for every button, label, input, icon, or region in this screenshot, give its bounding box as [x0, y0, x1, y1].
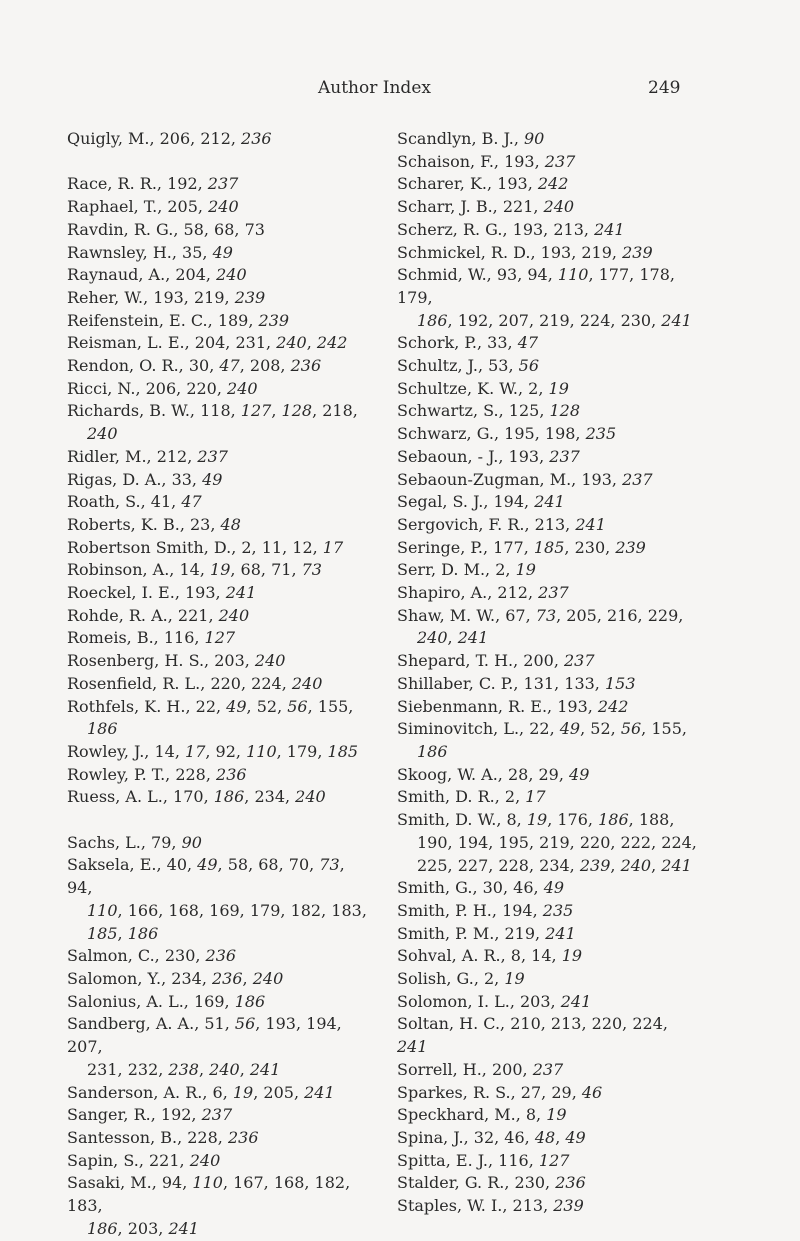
index-entry: [397, 128, 697, 151]
index-entry: [397, 1104, 697, 1127]
index-entry: [67, 696, 367, 741]
index-entry-line: Quigly, M., 206, 212, 236: [67, 129, 272, 148]
index-column-left: [67, 128, 367, 1240]
index-entry: [67, 287, 367, 310]
index-entry-line: Smith, P. H., 194, 235: [397, 900, 574, 920]
index-entry-continuation: 186, 192, 207, 219, 224, 230, 241: [417, 310, 692, 330]
index-entry-line: Ridler, M., 212, 237: [67, 446, 228, 466]
index-entry-line: Reher, W., 193, 219, 239: [67, 287, 266, 307]
index-entry-line: Sebaoun-Zugman, M., 193, 237: [397, 469, 653, 489]
index-entry: [67, 1104, 367, 1127]
index-entry: [397, 1013, 697, 1058]
index-entry: [397, 537, 697, 560]
index-entry-line: Rowley, P. T., 228, 236: [67, 764, 247, 784]
index-entry-line: Reifenstein, E. C., 189, 239: [67, 310, 290, 330]
index-entry: [67, 1150, 367, 1173]
index-entry-line: Sorrell, H., 200, 237: [397, 1059, 564, 1079]
index-entry: [397, 582, 697, 605]
index-entry-line: Scharer, K., 193, 242: [397, 174, 569, 194]
index-entry: [67, 786, 367, 809]
index-entry-line: Schmid, W., 93, 94, 110, 177, 178, 179,: [397, 265, 675, 307]
index-entry: [397, 673, 697, 696]
index-entry-line: Salmon, C., 230, 236: [67, 946, 237, 966]
index-entry: [397, 764, 697, 787]
index-entry-line: Salonius, A. L., 169, 186: [67, 991, 266, 1011]
index-entry: [397, 968, 697, 991]
index-entry: [397, 1127, 697, 1150]
index-entry-line: Sohval, A. R., 8, 14, 19: [397, 946, 583, 966]
index-entry: [67, 605, 367, 628]
index-entry: [67, 1013, 367, 1081]
index-entry: [67, 854, 367, 945]
index-entry: [397, 469, 697, 492]
index-entry-continuation: 225, 227, 228, 234, 239, 240, 241: [417, 855, 692, 875]
index-entry: [67, 355, 367, 378]
index-entry: [397, 242, 697, 265]
index-entry: [397, 491, 697, 514]
index-entry-line: Rendon, O. R., 30, 47, 208, 236: [67, 356, 322, 376]
index-entry-line: Romeis, B., 116, 127: [67, 628, 236, 648]
index-entry-continuation: 186: [87, 719, 118, 739]
index-entry: [397, 1172, 697, 1195]
index-entry-line: Roeckel, I. E., 193, 241: [67, 583, 257, 603]
index-entry-line: Serr, D. M., 2, 19: [397, 560, 536, 580]
index-entry-line: Schmickel, R. D., 193, 219, 239: [397, 242, 653, 262]
index-entry-line: Rowley, J., 14, 17, 92, 110, 179, 185: [67, 741, 359, 761]
index-entry-continuation: 240: [87, 424, 118, 444]
index-entry: [67, 1082, 367, 1105]
index-entry-line: Staples, W. I., 213, 239: [397, 1196, 584, 1216]
index-entry: [397, 423, 697, 446]
index-entry-line: Solomon, I. L., 203, 241: [397, 991, 592, 1011]
index-entry: [397, 1082, 697, 1105]
index-entry-line: Richards, B. W., 118, 127, 128, 218,: [67, 401, 358, 421]
index-entry-line: Saksela, E., 40, 49, 58, 68, 70, 73, 94,: [67, 855, 345, 898]
index-entry: [67, 378, 367, 401]
index-entry-line: Sachs, L., 79, 90: [67, 832, 202, 852]
index-entry: [397, 400, 697, 423]
index-entry-line: Sebaoun, - J., 193, 237: [397, 446, 580, 466]
index-entry-continuation: 185, 186: [87, 923, 159, 943]
index-entry-line: Sandberg, A. A., 51, 56, 193, 194, 207,: [67, 1014, 342, 1057]
index-entry-continuation: 110, 166, 168, 169, 179, 182, 183,: [87, 900, 367, 920]
index-entry: [397, 1195, 697, 1218]
index-entry-line: Scharr, J. B., 221, 240: [397, 197, 575, 217]
index-entry-continuation: 186, 203, 241: [87, 1218, 199, 1238]
index-entry: [67, 469, 367, 492]
index-entry-line: Skoog, W. A., 28, 29, 49: [397, 764, 590, 784]
index-entry-line: Roath, S., 41, 47: [67, 492, 202, 512]
index-entry-line: Rohde, R. A., 221, 240: [67, 605, 250, 625]
index-entry-line: Shillaber, C. P., 131, 133, 153: [397, 673, 636, 693]
index-entry-line: Sanderson, A. R., 6, 19, 205, 241: [67, 1082, 335, 1102]
index-entry-continuation: 190, 194, 195, 219, 220, 222, 224,: [417, 832, 697, 852]
index-entry-line: Sasaki, M., 94, 110, 167, 168, 182, 183,: [67, 1173, 351, 1216]
index-entry-line: Schwartz, S., 125, 128: [397, 401, 581, 421]
index-entry: [397, 151, 697, 174]
index-entry-line: Sanger, R., 192, 237: [67, 1105, 233, 1125]
index-entry: [67, 242, 367, 265]
index-entry-line: Sparkes, R. S., 27, 29, 46: [397, 1082, 603, 1102]
running-title: Author Index: [318, 78, 431, 98]
index-entry-line: Siminovitch, L., 22, 49, 52, 56, 155,: [397, 719, 687, 739]
index-entry: [67, 1172, 367, 1240]
index-entry-line: Santesson, B., 228, 236: [67, 1127, 259, 1147]
index-entry: [397, 446, 697, 469]
index-entry: [67, 764, 367, 787]
index-entry: [67, 741, 367, 764]
index-entry: [397, 559, 697, 582]
index-entry: [397, 332, 697, 355]
index-entry: [67, 219, 367, 242]
index-entry: [397, 696, 697, 719]
index-entry: [67, 559, 367, 582]
index-entry: [397, 945, 697, 968]
index-entry: [397, 355, 697, 378]
index-entry: [67, 1127, 367, 1150]
index-entry: [67, 264, 367, 287]
index-entry-line: Smith, G., 30, 46, 49: [397, 878, 565, 898]
index-entry-line: Ravdin, R. G., 58, 68, 73: [67, 219, 265, 239]
index-entry-line: Ruess, A. L., 170, 186, 234, 240: [67, 787, 326, 807]
index-entry: [397, 786, 697, 809]
index-entry-line: Raynaud, A., 204, 240: [67, 265, 247, 285]
index-entry: [67, 446, 367, 469]
index-entry: [67, 991, 367, 1014]
index-entry-line: Solish, G., 2, 19: [397, 969, 525, 989]
index-entry: [67, 310, 367, 333]
index-entry-line: Schultze, K. W., 2, 19: [397, 378, 569, 398]
index-entry: [67, 945, 367, 968]
index-entry-line: Stalder, G. R., 230, 236: [397, 1173, 586, 1193]
index-column-right: [397, 128, 697, 1218]
index-entry-line: Schwarz, G., 195, 198, 235: [397, 424, 617, 444]
index-entry: [67, 832, 367, 855]
index-entry-line: Spina, J., 32, 46, 48, 49: [397, 1127, 586, 1147]
index-entry-line: Sergovich, F. R., 213, 241: [397, 514, 606, 534]
index-entry: [67, 627, 367, 650]
index-entry-continuation: 231, 232, 238, 240, 241: [87, 1059, 281, 1079]
index-entry: [397, 378, 697, 401]
index-entry-line: Scherz, R. G., 193, 213, 241: [397, 219, 625, 239]
page-header: [0, 78, 800, 104]
index-entry-line: Schultz, J., 53, 56: [397, 356, 539, 376]
index-entry-line: Shapiro, A., 212, 237: [397, 583, 569, 603]
index-entry: [67, 968, 367, 991]
index-entry-line: Schork, P., 33, 47: [397, 333, 539, 353]
index-entry-line: Shaw, M. W., 67, 73, 205, 216, 229,: [397, 605, 684, 625]
index-entry-line: Robinson, A., 14, 19, 68, 71, 73: [67, 560, 322, 580]
index-entry: [67, 332, 367, 355]
index-entry: [397, 718, 697, 763]
index-entry: [67, 491, 367, 514]
index-entry: [397, 650, 697, 673]
index-entry-line: Reisman, L. E., 204, 231, 240, 242: [67, 333, 348, 353]
index-entry: [67, 400, 367, 445]
index-entry-line: Raphael, T., 205, 240: [67, 197, 239, 217]
index-entry: [397, 196, 697, 219]
index-entry: [67, 196, 367, 219]
index-entry-line: Scandlyn, B. J., 90: [397, 129, 545, 148]
index-entry-line: Smith, D. R., 2, 17: [397, 787, 546, 807]
index-entry-line: Smith, P. M., 219, 241: [397, 923, 576, 943]
index-entry: [397, 1059, 697, 1082]
index-gap: [67, 809, 367, 832]
index-entry: [67, 650, 367, 673]
index-entry: [67, 173, 367, 196]
index-entry-line: Roberts, K. B., 23, 48: [67, 514, 241, 534]
index-entry-line: Rawnsley, H., 35, 49: [67, 242, 233, 262]
index-entry-line: Schaison, F., 193, 237: [397, 151, 576, 171]
index-entry: [397, 264, 697, 332]
index-entry-continuation: 240, 241: [417, 628, 489, 648]
index-entry-line: Ricci, N., 206, 220, 240: [67, 378, 258, 398]
index-entry: [397, 877, 697, 900]
index-entry-line: Spitta, E. J., 116, 127: [397, 1150, 570, 1170]
index-entry: [397, 173, 697, 196]
index-entry-line: Segal, S. J., 194, 241: [397, 492, 565, 512]
index-entry-line: Smith, D. W., 8, 19, 176, 186, 188,: [397, 810, 675, 830]
index-entry-line: Salomon, Y., 234, 236, 240: [67, 968, 284, 988]
index-entry: [67, 514, 367, 537]
index-entry-line: Shepard, T. H., 200, 237: [397, 651, 595, 671]
page-number: 249: [648, 78, 681, 98]
index-entry-line: Sapin, S., 221, 240: [67, 1150, 221, 1170]
index-entry: [67, 537, 367, 560]
index-entry-line: Speckhard, M., 8, 19: [397, 1105, 567, 1125]
index-entry: [67, 128, 367, 151]
index-entry-line: Rigas, D. A., 33, 49: [67, 469, 223, 489]
index-entry-line: Siebenmann, R. E., 193, 242: [397, 696, 629, 716]
index-entry: [397, 809, 697, 877]
index-entry: [397, 514, 697, 537]
index-entry: [397, 219, 697, 242]
index-entry-line: Robertson Smith, D., 2, 11, 12, 17: [67, 537, 344, 557]
index-entry-line: Rosenfield, R. L., 220, 224, 240: [67, 673, 323, 693]
index-entry: [397, 991, 697, 1014]
index-entry: [67, 582, 367, 605]
index-entry-continuation: 186: [417, 741, 448, 761]
index-entry-line: Rosenberg, H. S., 203, 240: [67, 651, 286, 671]
index-gap: [67, 151, 367, 174]
index-entry-line: Seringe, P., 177, 185, 230, 239: [397, 537, 646, 557]
index-entry: [397, 900, 697, 923]
index-entry: [397, 923, 697, 946]
index-entry-line: Soltan, H. C., 210, 213, 220, 224, 241: [397, 1014, 668, 1057]
index-entry: [397, 1150, 697, 1173]
index-entry-line: Rothfels, K. H., 22, 49, 52, 56, 155,: [67, 696, 354, 716]
index-entry-line: Race, R. R., 192, 237: [67, 174, 239, 194]
index-entry: [397, 605, 697, 650]
index-entry: [67, 673, 367, 696]
